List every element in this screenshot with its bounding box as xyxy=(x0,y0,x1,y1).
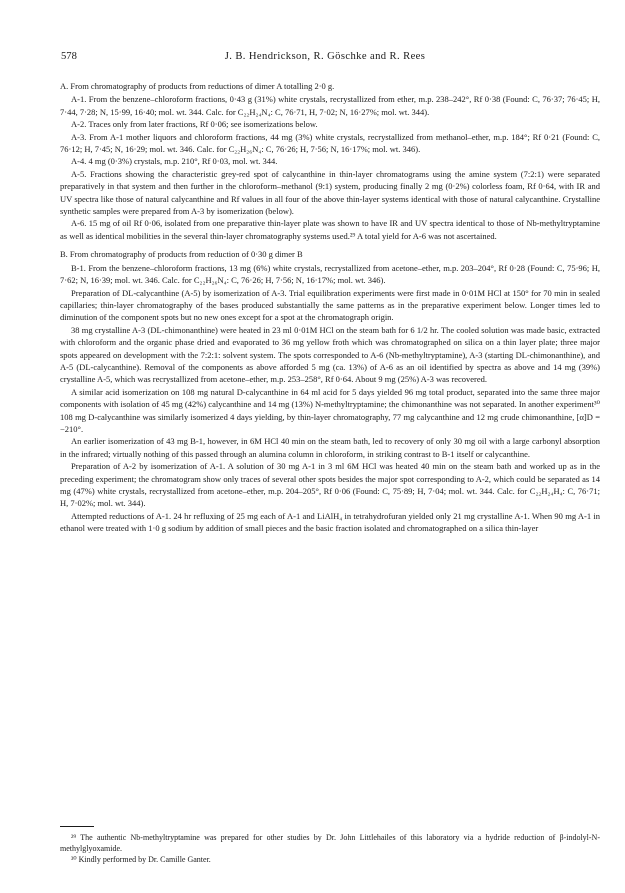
body-paragraph: A-4. 4 mg (0·3%) crystals, m.p. 210°, Rf 0·03, mol. wt. 344. xyxy=(71,156,278,167)
article-body xyxy=(60,80,600,535)
section-heading: A. From chromatography of products from reductions of dimer A totalling 2·0 g. xyxy=(60,81,335,91)
body-paragraph: A-2. Traces only from later fractions, Rf 0·06; see isomerizations below. xyxy=(71,119,318,130)
body-paragraph: A-3. From A-1 mother liquors and chloroform fractions, 44 mg (3%) white crystals, recrystallized from methanol–ether, m.p. 184°; Rf 0·21 (Found: C, 76·12; H, 7·45; N, 16·29; mol. wt. 346. Calc. for C₂₂H₂₆N₄: C, 76·26; H, 7·56; N, 16·17%; mol. wt. 346). xyxy=(60,131,600,155)
body-paragraph: Attempted reductions of A-1. 24 hr refluxing of 25 mg each of A-1 and LiAlH₄ in tetrahydrofuran yielded only 21 mg crystalline A-1. When 90 mg A-1 in ethanol were treated with 1·0 g sodium by addition of small pieces and the basic fraction isolated and chromatographed on a silica thin-layer xyxy=(60,510,600,534)
body-paragraph: 38 mg crystalline A-3 (DL-chimonanthine) were heated in 23 ml 0·01M HCl on the steam bath for 6 1/2 hr. The cooled solution was made basic, extracted with chloroform and the organic phase dried and evaporated to 36 mg yellow froth which was chromatographed on silica on a thin layer plate; three major spots appeared on development with the 7:2:1: solvent system. The spots corresponded to A-6 (Nb-methyltryptamine), A-3 (starting DL-chimonanthine), and A-5 (DL-calycanthine). Removal of the components as above afforded 5 mg (ca. 13%) of A-6 as an oil identified by spectra as above and 14 mg (39%) crystalline A-5, which was recrystallized from acetone–ether, m.p. 253–258°, Rf 0·64. About 9 mg (25%) A-3 was recovered. xyxy=(60,324,600,385)
body-paragraph: Preparation of DL-calycanthine (A-5) by isomerization of A-3. Trial equilibration experiments were first made in 0·01M HCl at 150° for 70 min in sealed capillaries; thin-layer chromatography of the bases produced substantially the same patterns as in the preparative experiment below. Longer times led to diminution of the component spots but no new ones except for a spot at the chromatograph origin. xyxy=(60,287,600,323)
footnote: ³⁰ Kindly performed by Dr. Camille Ganter. xyxy=(71,855,211,864)
page-header xyxy=(55,51,595,65)
footnote: ²⁹ The authentic Nb-methyltryptamine was prepared for other studies by Dr. John Littlehailes of this laboratory via a hydride reduction of β-indolyl-N-methylglyoxamide. xyxy=(60,833,600,853)
body-paragraph: A-5. Fractions showing the characteristic grey-red spot of calycanthine in thin-layer chromatograms using the amine system (7:2:1) were separated preparatively in that system and then further in the chloroform–methanol (9:1) system, producing finally 2 mg (0·2%) colorless foam, Rf 0·64, with IR and UV spectra like those of natural calycanthine and Rf values in all four of the above thin-layer systems identical with those of natural calycanthine. Crystalline synthetic samples were prepared from A-3 by isomerization (below). xyxy=(60,168,600,217)
section-heading: B. From chromatography of products from reduction of 0·30 g dimer B xyxy=(60,249,303,260)
body-paragraph: A-6. 15 mg of oil Rf 0·06, isolated from one preparative thin-layer plate was shown to have IR and UV spectra identical to those of Nb-methyltryptamine as well as identical mobilities in the several thin-layer chromatography systems used.²⁹ A total yield for A-6 was not ascertained. xyxy=(60,218,600,241)
body-paragraph: Preparation of A-2 by isomerization of A-1. A solution of 30 mg A-1 in 3 ml 6M HCl was heated 40 min on the steam bath and worked up as in the preceding experiment; the chromatogram show only traces of several other spots besides the major spot corresponding to A-2, which could be separated as 14 mg (47%) white crystals, recrystallized from acetone–ether, m.p. 204–205°, Rf 0·06 (Found: C, 75·89; H, 7·04; mol. wt. 344. Calc. for C₂₂H₂₄H₄: C, 76·71; H, 7·02%; mol. wt. 344). xyxy=(60,461,600,509)
body-paragraph: A similar acid isomerization on 108 mg natural D-calycanthine in 64 ml acid for 5 days yielded 96 mg total product, separated into the same three major components with isolation of 45 mg (42%) calycanthine and 14 mg (13%) N-methyltryptamine; the chimonanthine was not separated. In another experiment³⁰ 108 mg D-calycanthine was similarly isomerized 4 days yielding, by thin-layer chromatography, 77 mg calycanthine and 12 mg crude chimonanthine, [α]D = −210°. xyxy=(60,386,600,434)
footnote-rule xyxy=(60,826,94,827)
body-paragraph: A-1. From the benzene–chloroform fractions, 0·43 g (31%) white crystals, recrystallized from ether, m.p. 238–242°, Rf 0·38 (Found: C, 76·37; 76·45; H, 7·44, 7·28; N, 15·99, 16·40; mol. wt. 344. Calc. for C₂₂H₂₄N₄: C, 76·71, H, 7·02; N, 16·27%; mol. wt. 344). xyxy=(60,94,600,117)
body-paragraph: An earlier isomerization of 43 mg B-1, however, in 6M HCl 40 min on the steam bath, led to recovery of only 30 mg oil with a large carbonyl absorption in the infrared; virtually nothing of this passed through an alumina column in chloroform, in striking contrast to B-1 itself or calycanthine. xyxy=(60,436,600,459)
running-head: J. B. Hendrickson, R. Göschke and R. Rees xyxy=(224,51,426,62)
footnotes xyxy=(60,832,600,865)
page-number: 578 xyxy=(61,51,77,62)
body-paragraph: B-1. From the benzene–chloroform fractions, 13 mg (6%) white crystals, recrystallized from acetone–ether, m.p. 203–204°, Rf 0·28 (Found: C, 75·96; H, 7·62; N, 16·39; mol. wt. 346. Calc. for C₂₂H₂₆N₄: C, 76·26; H, 7·56; N, 16·17%; mol. wt. 346). xyxy=(60,262,600,286)
